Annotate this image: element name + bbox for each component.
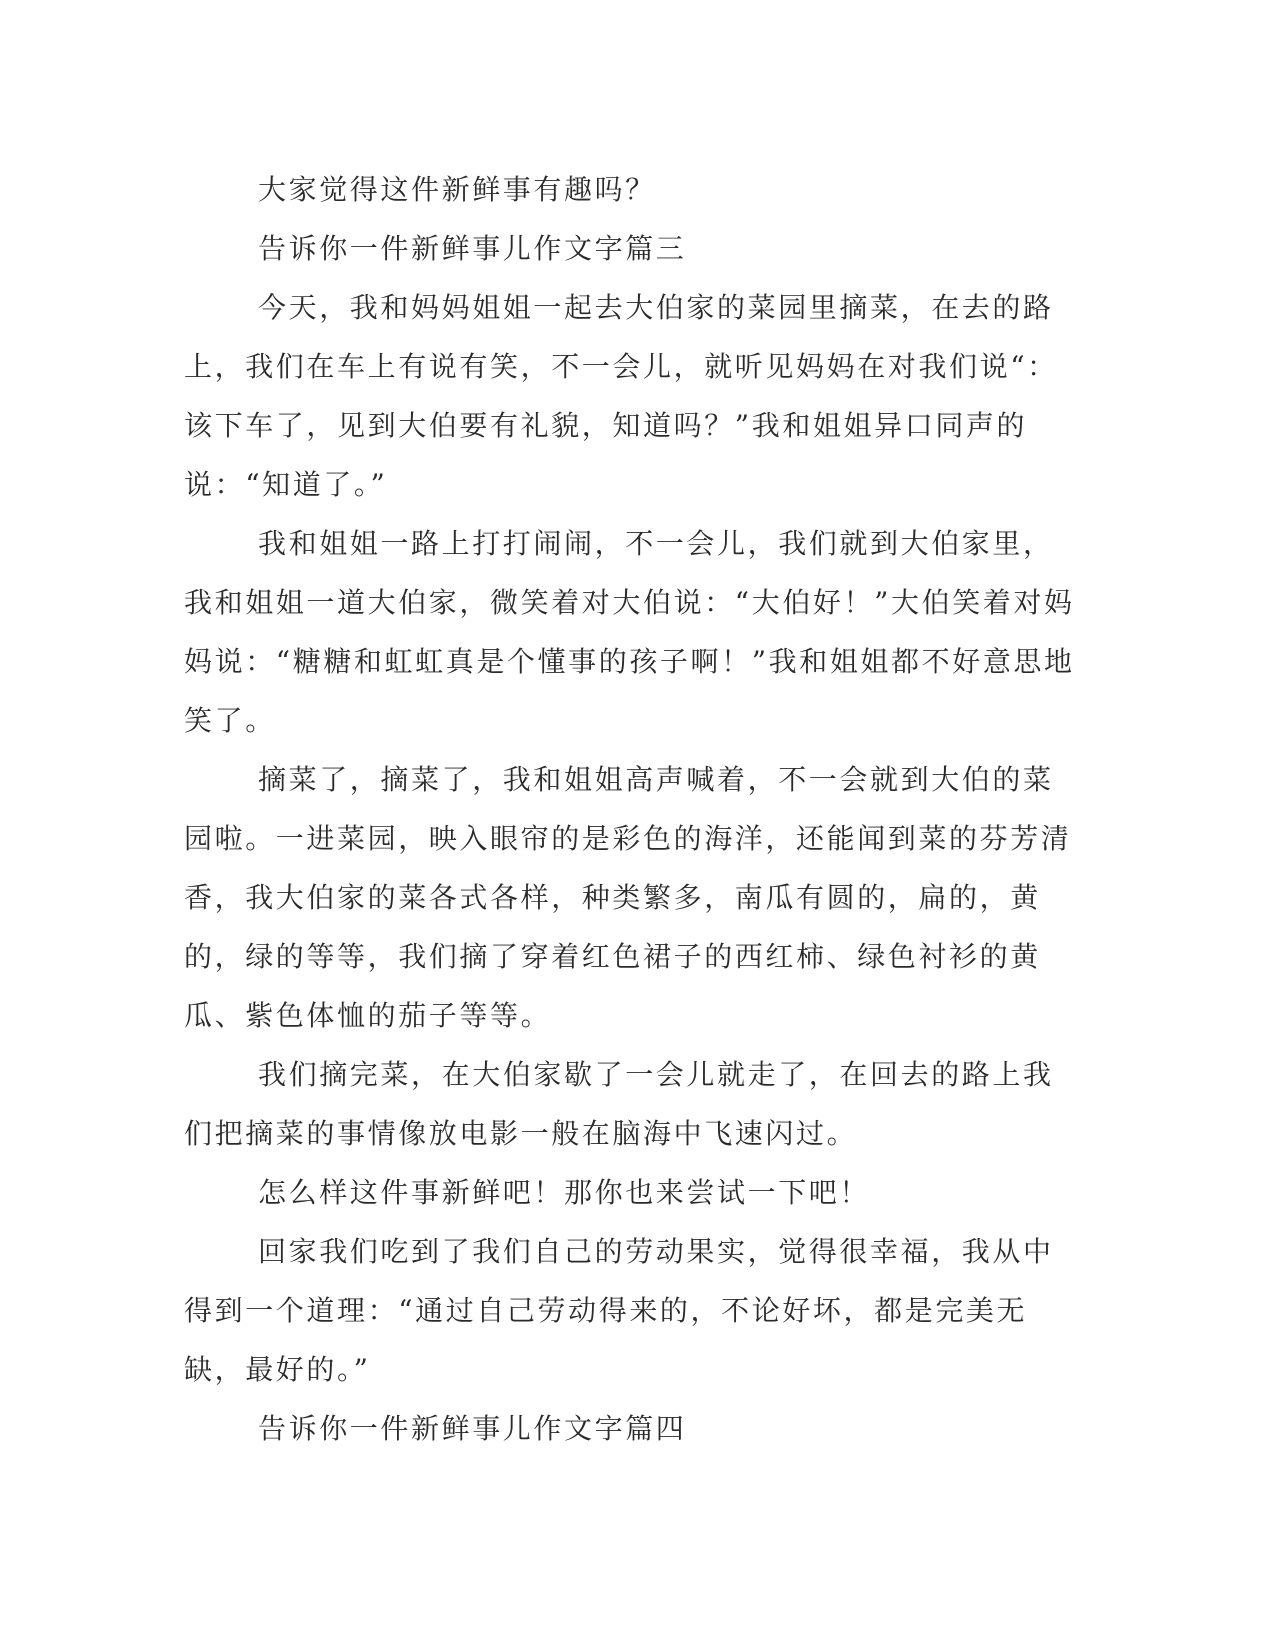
paragraph-return-trip: 我们摘完菜，在大伯家歇了一会儿就走了，在回去的路上我们把摘菜的事情像放电影一般在脑海中飞速闪过。 xyxy=(184,1058,1054,1150)
document-body xyxy=(184,160,1084,1458)
paragraph-closing-question: 大家觉得这件新鲜事有趣吗？ xyxy=(258,173,656,206)
paragraph-picking-vegetables: 摘菜了，摘菜了，我和姐姐高声喊着，不一会就到大伯的菜园啦。一进菜园，映入眼帘的是彩色的海洋，还能闻到菜的芬芳清香，我大伯家的菜各式各样，种类繁多，南瓜有圆的，扁的，黄的，绿的等等，我们摘了穿着红色裙子的西红柿、绿色衬衫的黄瓜、紫色体恤的茄子等等。 xyxy=(184,763,1072,1032)
section-heading-part-three: 告诉你一件新鲜事儿作文字篇三 xyxy=(258,232,687,265)
paragraph-lesson: 回家我们吃到了我们自己的劳动果实，觉得很幸福，我从中得到一个道理：“通过自己劳动得来的，不论好坏，都是完美无缺，最好的。” xyxy=(184,1235,1054,1386)
paragraph-trip-to-garden: 今天，我和妈妈姐姐一起去大伯家的菜园里摘菜，在去的路上，我们在车上有说有笑，不一会儿，就听见妈妈在对我们说“：该下车了，见到大伯要有礼貌，知道吗？”我和姐姐异口同声的说：“知道了。” xyxy=(184,291,1058,501)
paragraph-arrival: 我和姐姐一路上打打闹闹，不一会儿，我们就到大伯家里，我和姐姐一道大伯家，微笑着对大伯说：“大伯好！”大伯笑着对妈妈说：“糖糖和虹虹真是个懂事的孩子啊！”我和姐姐都不好意思地笑了。 xyxy=(184,527,1075,737)
section-heading-part-four: 告诉你一件新鲜事儿作文字篇四 xyxy=(258,1412,687,1445)
paragraph-invitation: 怎么样这件事新鲜吧！那你也来尝试一下吧！ xyxy=(258,1176,871,1209)
